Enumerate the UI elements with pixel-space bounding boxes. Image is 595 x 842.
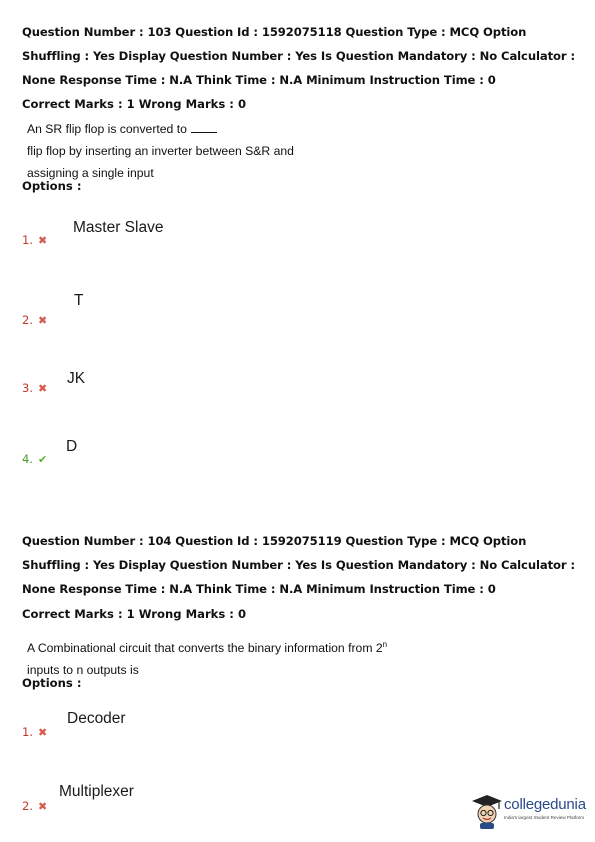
collegedunia-logo — [470, 792, 588, 830]
option-number — [22, 452, 47, 466]
exponent: n — [382, 640, 388, 649]
cross-mark-icon: ✖ — [37, 725, 48, 739]
question-text-part: flip flop by inserting an inverter between S&R and — [27, 144, 294, 158]
check-mark-icon: ✔ — [37, 452, 48, 466]
option-text: Master Slave — [73, 219, 164, 236]
question-104-marks: Correct Marks : 1 Wrong Marks : 0 — [22, 607, 247, 621]
question-104-text — [27, 634, 487, 681]
option-text: JK — [67, 370, 86, 387]
option-number — [22, 313, 47, 327]
question-text-part: inputs to n outputs is — [27, 663, 139, 678]
option-index: 2. — [22, 313, 33, 327]
question-text-part: A Combinational circuit that converts the binary information from 2 — [27, 641, 383, 656]
cross-mark-icon: ✖ — [37, 799, 48, 813]
option-text: Decoder — [67, 710, 126, 727]
answer-blank — [191, 132, 217, 133]
options-label: Options : — [22, 179, 82, 193]
option-index: 3. — [22, 381, 33, 395]
option-text: T — [74, 292, 84, 309]
option-index: 2. — [22, 799, 33, 813]
option-number — [22, 725, 47, 739]
question-text-part: An SR flip flop is converted to — [27, 122, 187, 136]
question-103-text — [27, 118, 467, 184]
question-103-marks: Correct Marks : 1 Wrong Marks : 0 — [22, 97, 247, 111]
option-index: 4. — [22, 452, 33, 466]
logo-tagline: India's largest Student Review Platform — [504, 815, 585, 820]
cross-mark-icon: ✖ — [37, 313, 48, 327]
option-text: D — [66, 438, 78, 455]
graduate-mascot-icon — [470, 792, 504, 830]
cross-mark-icon: ✖ — [37, 381, 48, 395]
options-label: Options : — [22, 676, 82, 690]
option-number — [22, 381, 47, 395]
question-103-meta: Question Number : 103 Question Id : 1592075118 Question Type : MCQ Option Shuffling : Yes Display Question Number : Yes Is Question Mandatory : No Calculator : None Response Time : N.A Think Time : N.A Minimum Instruction Time : 0 — [22, 25, 575, 87]
option-index: 1. — [22, 725, 33, 739]
logo-wordmark: collegedunia — [504, 796, 586, 813]
option-index: 1. — [22, 233, 33, 247]
option-number — [22, 799, 47, 813]
cross-mark-icon: ✖ — [37, 233, 48, 247]
question-104-meta: Question Number : 104 Question Id : 1592075119 Question Type : MCQ Option Shuffling : Yes Display Question Number : Yes Is Question Mandatory : No Calculator : None Response Time : N.A Think Time : N.A Minimum Instruction Time : 0 — [22, 534, 575, 596]
option-number — [22, 233, 47, 247]
option-text: Multiplexer — [59, 783, 134, 800]
question-text-part: assigning a single input — [27, 166, 154, 180]
